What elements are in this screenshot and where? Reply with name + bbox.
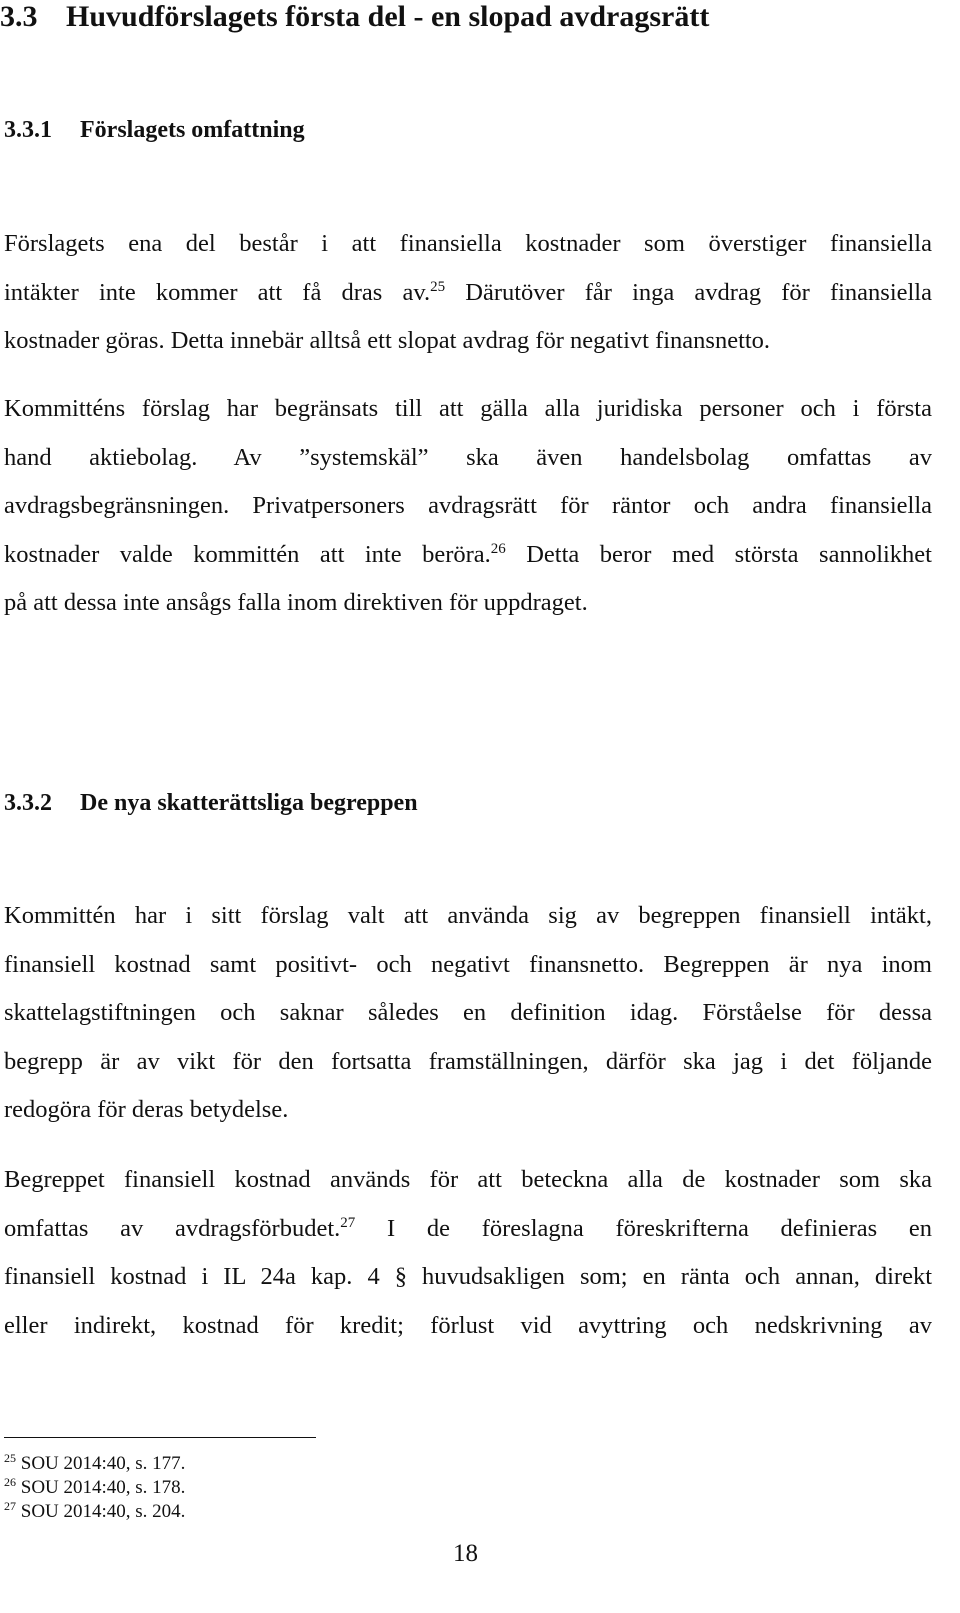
subsection-heading-2 <box>4 790 418 817</box>
section-number: 3.3 <box>0 0 38 33</box>
text-line: Förslagets ena del består i att finansiella kostnader som överstiger finansiella <box>4 230 932 257</box>
text-line: eller indirekt, kostnad för kredit; förlust vid avyttring och nedskrivning av <box>4 1311 932 1339</box>
text-line: hand aktiebolag. Av ”systemskäl” ska även handelsbolag omfattas av <box>4 443 932 471</box>
text-line: finansiell kostnad i IL 24a kap. 4 § huvudsakligen som; en ränta och annan, direkt <box>4 1263 932 1290</box>
footnote: $^{25}$ SOU 2014:40, s. 177. <box>4 1451 186 1474</box>
footnote-ref: 25 <box>430 278 446 295</box>
text-line: Begreppet finansiell kostnad används för att beteckna alla de kostnader som ska <box>4 1166 932 1193</box>
subsection-title: Förslagets omfattning <box>80 117 305 143</box>
paragraph-3 <box>4 892 932 1135</box>
subsection-number: 3.3.1 <box>4 117 52 143</box>
text-line: Kommittén har i sitt förslag valt att använda sig av begreppen finansiell intäkt, <box>4 902 932 929</box>
text-line: omfattas av avdragsförbudet.$^{27}$ I de föreslagna föreskrifterna definieras en <box>4 1214 932 1242</box>
subsection-number: 3.3.2 <box>4 790 52 816</box>
text-line: Kommitténs förslag har begränsats till att gälla alla juridiska personer och i första <box>4 395 932 422</box>
section-heading <box>0 0 709 34</box>
text-line: kostnader valde kommittén att inte beröra.$^{26}$ Detta beror med största sannolikhet <box>4 540 932 568</box>
subsection-title: De nya skatterättsliga begreppen <box>80 790 418 816</box>
section-title: Huvudförslagets första del - en slopad avdragsrätt <box>66 0 710 33</box>
text-line: skattelagstiftningen och saknar således en definition idag. Förståelse för dessa <box>4 999 932 1026</box>
footnote-ref: 26 <box>490 540 506 557</box>
text-line: begrepp är av vikt för den fortsatta framställningen, därför ska jag i det följande <box>4 1047 932 1075</box>
footnote-ref: 27 <box>340 1214 356 1231</box>
paragraph-4 <box>4 1156 932 1350</box>
text-line: redogöra för deras betydelse. <box>4 1096 289 1123</box>
subsection-heading-1 <box>4 117 305 144</box>
text-line: kostnader göras. Detta innebär alltså ett slopat avdrag för negativt finansnetto. <box>4 327 771 354</box>
text-line: finansiell kostnad samt positivt- och negativt finansnetto. Begreppen är nya inom <box>4 950 932 978</box>
page-number: 18 <box>453 1540 478 1567</box>
paragraph-1 <box>4 220 932 366</box>
footnote: $^{26}$ SOU 2014:40, s. 178. <box>4 1475 186 1498</box>
text-line: intäkter inte kommer att få dras av.$^{25}$ Därutöver får inga avdrag för finansiella <box>4 278 932 306</box>
footnotes <box>4 1452 185 1524</box>
paragraph-2 <box>4 385 932 628</box>
footnote-separator <box>4 1437 316 1438</box>
text-line: avdragsbegränsningen. Privatpersoners avdragsrätt för räntor och andra finansiella <box>4 492 932 519</box>
text-line: på att dessa inte ansågs falla inom direktiven för uppdraget. <box>4 589 588 616</box>
footnote: $^{27}$ SOU 2014:40, s. 204. <box>4 1499 186 1522</box>
